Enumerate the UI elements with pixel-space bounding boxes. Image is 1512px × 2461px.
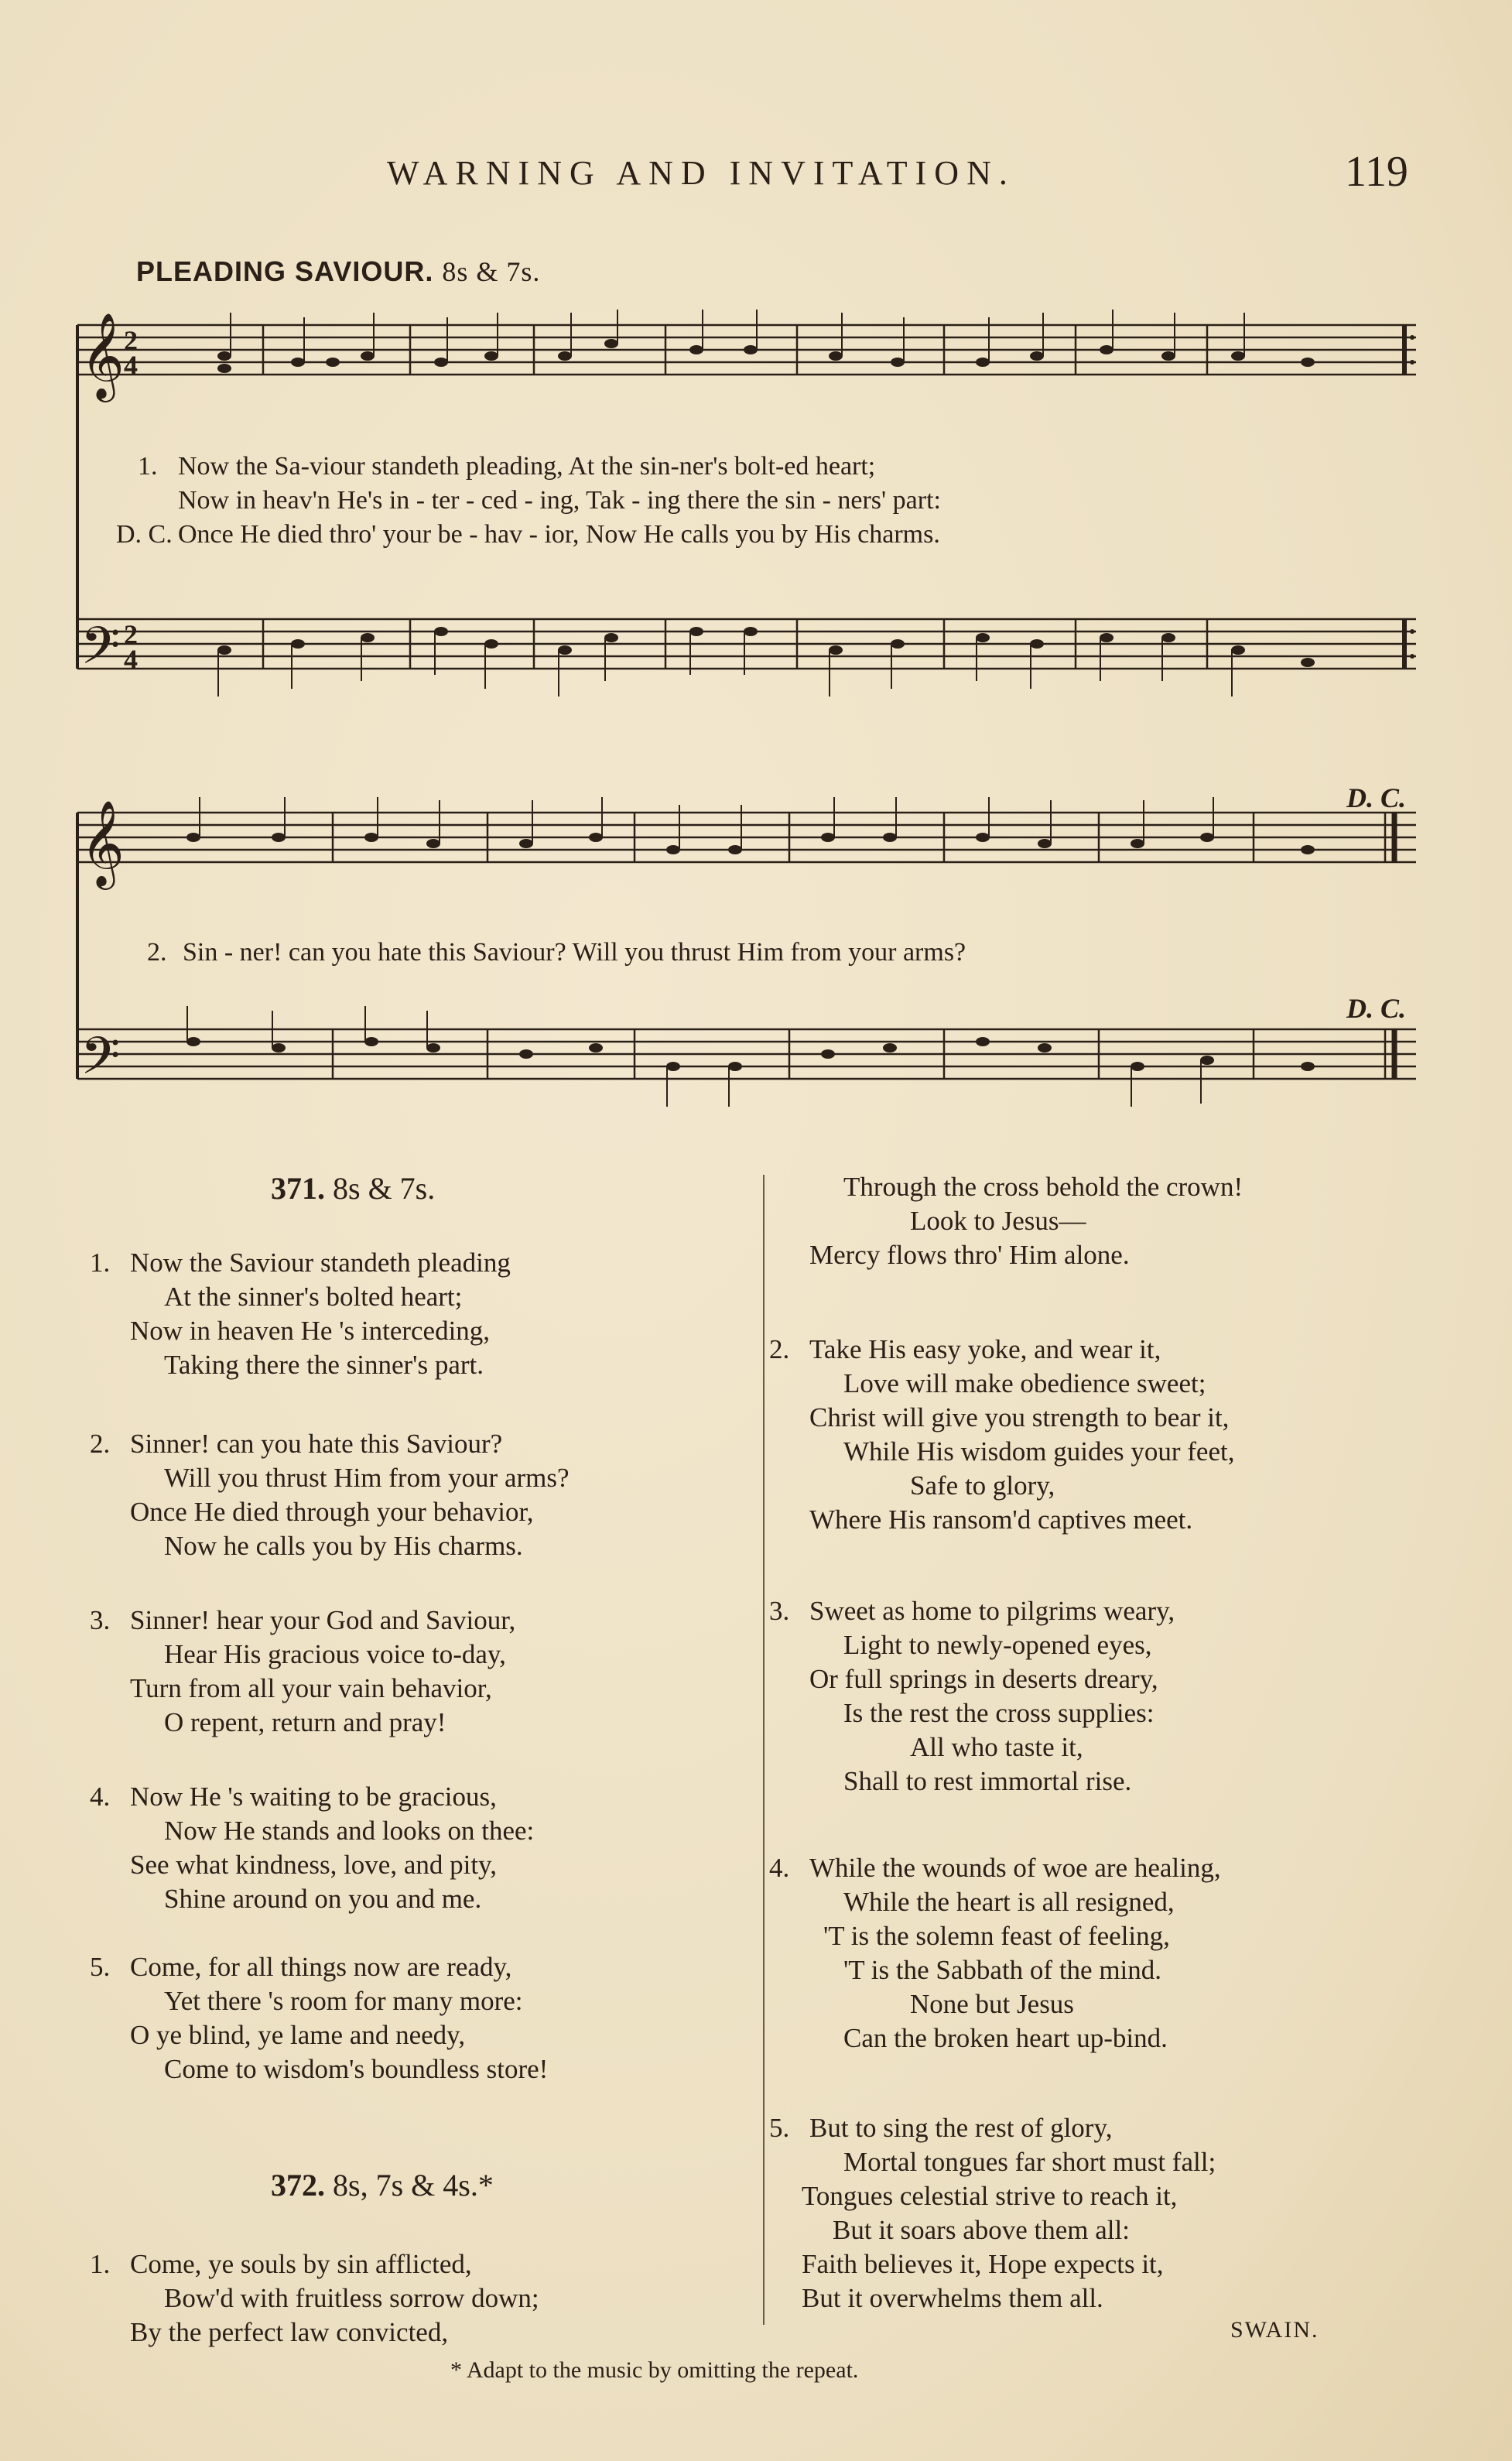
column-divider: [763, 1175, 765, 2325]
verse-line: Now He 's waiting to be gracious,: [130, 1782, 497, 1812]
verse-line: While His wisdom guides your feet,: [843, 1436, 1235, 1467]
verse-line: See what kindness, love, and pity,: [130, 1850, 498, 1880]
verse-line: Where His ransom'd captives meet.: [809, 1504, 1193, 1535]
dc-mark-bass: D. C.: [1346, 993, 1407, 1024]
tune-meter: 8s & 7s.: [442, 256, 541, 287]
verse-line: But to sing the rest of glory,: [809, 2113, 1113, 2143]
hymn-372-number: 372.: [271, 2168, 325, 2203]
svg-text:𝄞: 𝄞: [80, 799, 125, 886]
verse-line: Taking there the sinner's part.: [164, 1350, 484, 1380]
verse-line: 'T is the solemn feast of feeling,: [823, 1921, 1170, 1951]
verse-line: Light to newly-opened eyes,: [843, 1630, 1152, 1660]
stanza-number: 1.: [90, 1248, 111, 1278]
running-header: WARNING AND INVITATION.: [387, 154, 1015, 192]
verse-line: Bow'd with fruitless sorrow down;: [164, 2283, 539, 2313]
stanza-number: 3.: [90, 1605, 111, 1635]
hymn-371-meter: 8s & 7s.: [333, 1171, 436, 1206]
hymn-371-number: 371.: [271, 1171, 325, 1206]
verse-line: Now the Saviour standeth pleading: [130, 1248, 511, 1278]
verse-line: Hear His gracious voice to-day,: [164, 1639, 506, 1669]
verse-line: While the wounds of woe are healing,: [809, 1853, 1221, 1883]
verse-line: O repent, return and pray!: [164, 1707, 446, 1737]
verse-line: But it overwhelms them all.: [802, 2283, 1103, 2313]
verse-line: Yet there 's room for many more:: [164, 1986, 523, 2016]
verse-line: By the perfect law convicted,: [130, 2317, 449, 2347]
svg-text:𝄢: 𝄢: [80, 1026, 121, 1098]
svg-text:𝄢: 𝄢: [80, 616, 121, 688]
verse-line: Take His easy yoke, and wear it,: [809, 1334, 1161, 1364]
verse-line: Mortal tongues far short must fall;: [843, 2147, 1216, 2177]
verse-line: Sinner! hear your God and Saviour,: [130, 1605, 516, 1635]
verse-line: Now He stands and looks on thee:: [164, 1816, 535, 1846]
stanza-number: 4.: [769, 1853, 790, 1883]
svg-text:4: 4: [124, 644, 138, 675]
hymn-372-heading: [271, 2167, 494, 2203]
verse-line: Is the rest the cross supplies:: [843, 1698, 1155, 1728]
verse-line: Or full springs in deserts dreary,: [809, 1664, 1158, 1694]
verse-line: While the heart is all resigned,: [843, 1887, 1175, 1917]
verse-line: At the sinner's bolted heart;: [164, 1282, 463, 1312]
verse-line: 'T is the Sabbath of the mind.: [843, 1955, 1162, 1985]
verse-line: Faith believes it, Hope expects it,: [802, 2249, 1164, 2279]
verse-line: Love will make obedience sweet;: [843, 1368, 1206, 1398]
verse-line: Can the broken heart up-bind.: [843, 2023, 1168, 2053]
verse-line: Now in heaven He 's interceding,: [130, 1316, 491, 1346]
verse-line: Tongues celestial strive to reach it,: [802, 2181, 1178, 2211]
verse-line: Shall to rest immortal rise.: [843, 1766, 1132, 1796]
hymn-371-heading: [271, 1170, 435, 1207]
stanza-number: 5.: [769, 2113, 790, 2143]
verse-line: Christ will give you strength to bear it,: [809, 1402, 1230, 1432]
lyric-verse2: Sin - ner! can you hate this Saviour? Will you thrust Him from your arms?: [183, 938, 966, 967]
verse-line: Mercy flows thro' Him alone.: [809, 1240, 1130, 1270]
verse-line: Turn from all your vain behavior,: [130, 1673, 492, 1703]
verse-line: Sinner! can you hate this Saviour?: [130, 1429, 503, 1459]
tune-title: [136, 255, 540, 288]
stanza-number: 4.: [90, 1782, 111, 1812]
author-attribution: SWAIN.: [1230, 2317, 1319, 2343]
stanza-number: 2.: [769, 1334, 790, 1364]
stanza-number: 1.: [90, 2249, 111, 2279]
dc-mark-treble: D. C.: [1346, 782, 1407, 813]
lyric-line-2: Now in heav'n He's in - ter - ced - ing, Tak - ing there the sin - ners' part:: [178, 486, 941, 515]
svg-text:2: 2: [124, 619, 138, 650]
svg-text:2: 2: [124, 325, 138, 356]
verse-line: Come, for all things now are ready,: [130, 1952, 512, 1982]
verse-line: Safe to glory,: [910, 1470, 1055, 1501]
lyric-verse2-label: 2.: [147, 938, 167, 967]
lyric-line-1-label: 1.: [138, 452, 158, 481]
svg-text:𝄞: 𝄞: [80, 312, 125, 399]
verse-line: Now he calls you by His charms.: [164, 1531, 523, 1561]
stanza-number: 5.: [90, 1952, 111, 1982]
verse-line: Through the cross behold the crown!: [843, 1172, 1243, 1202]
lyric-line-3: Once He died thro' your be - hav - ior, Now He calls you by His charms.: [178, 520, 940, 549]
stanza-number: 2.: [90, 1429, 111, 1459]
svg-text:4: 4: [124, 350, 138, 381]
verse-line: O ye blind, ye lame and needy,: [130, 2020, 466, 2050]
verse-line: Shine around on you and me.: [164, 1884, 482, 1914]
lyric-line-1: Now the Sa-viour standeth pleading, At the sin-ner's bolt-ed heart;: [178, 452, 876, 481]
lyric-line-3-label: D. C.: [116, 520, 173, 549]
footnote: * Adapt to the music by omitting the repeat.: [450, 2357, 859, 2383]
verse-line: Sweet as home to pilgrims weary,: [809, 1596, 1175, 1626]
stanza-number: 3.: [769, 1596, 790, 1626]
verse-line: Come to wisdom's boundless store!: [164, 2054, 549, 2084]
verse-line: All who taste it,: [910, 1732, 1083, 1762]
verse-line: Once He died through your behavior,: [130, 1497, 534, 1527]
verse-line: Look to Jesus—: [910, 1206, 1086, 1236]
verse-line: Will you thrust Him from your arms?: [164, 1463, 570, 1493]
verse-line: Come, ye souls by sin afflicted,: [130, 2249, 472, 2279]
verse-line: None but Jesus: [910, 1989, 1074, 2019]
page-number: 119: [1345, 148, 1408, 196]
verse-line: But it soars above them all:: [833, 2215, 1130, 2245]
hymn-372-meter: 8s, 7s & 4s.*: [333, 2168, 494, 2203]
tune-name: PLEADING SAVIOUR.: [136, 255, 434, 287]
